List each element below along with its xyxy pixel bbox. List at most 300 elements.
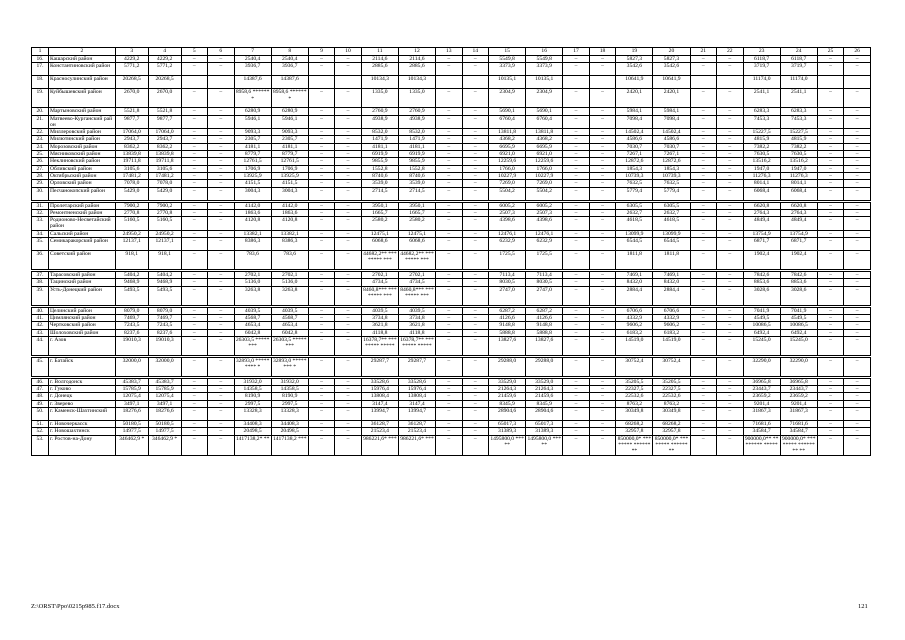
- value-cell: –: [589, 307, 616, 314]
- value-cell: –: [717, 89, 744, 108]
- value-cell: 36965,8: [743, 378, 780, 385]
- value-cell: –: [208, 251, 235, 270]
- column-number-header: 16: [526, 48, 563, 56]
- value-cell: 9468,9: [115, 279, 148, 286]
- value-cell: 24950,2: [148, 230, 181, 237]
- value-cell: –: [436, 435, 463, 455]
- value-cell: 6183,2: [616, 329, 653, 336]
- value-cell: –: [589, 408, 616, 421]
- value-cell: 2885,6: [361, 63, 398, 76]
- value-cell: –: [844, 314, 871, 321]
- value-cell: 7243,5: [148, 322, 181, 329]
- value-cell: –: [436, 307, 463, 314]
- value-cell: –: [563, 151, 590, 158]
- value-cell: 36965,8: [780, 378, 817, 385]
- row-number-cell: 28.: [32, 172, 49, 179]
- value-cell: –: [717, 336, 744, 355]
- value-cell: –: [690, 129, 717, 136]
- value-cell: –: [690, 336, 717, 355]
- value-cell: –: [563, 180, 590, 187]
- value-cell: –: [563, 286, 590, 305]
- table-row: [32, 129, 871, 136]
- value-cell: 35205,5: [616, 378, 653, 385]
- value-cell: 8740,6: [398, 172, 435, 179]
- column-number-header: 1: [32, 48, 49, 56]
- value-cell: 6695,9: [526, 143, 563, 150]
- value-cell: 2885,6: [398, 63, 435, 76]
- table-row: [32, 209, 871, 216]
- value-cell: 4151,5: [234, 180, 271, 187]
- value-cell: 9855,9: [361, 158, 398, 165]
- data-table-container: [31, 47, 871, 456]
- value-cell: –: [335, 172, 362, 179]
- value-cell: –: [589, 378, 616, 385]
- district-name-cell: Сальский район: [48, 230, 115, 237]
- value-cell: –: [690, 378, 717, 385]
- value-cell: 918,1: [115, 251, 148, 270]
- value-cell: 7900,2: [115, 202, 148, 209]
- value-cell: 6232,9: [526, 238, 563, 251]
- value-cell: –: [589, 180, 616, 187]
- value-cell: 1863,6: [234, 209, 271, 216]
- value-cell: –: [462, 272, 489, 279]
- value-cell: –: [308, 202, 335, 209]
- value-cell: 6921,0: [489, 151, 526, 158]
- value-cell: 2305,7: [271, 136, 308, 143]
- value-cell: –: [308, 180, 335, 187]
- value-cell: –: [589, 172, 616, 179]
- value-cell: –: [208, 180, 235, 187]
- row-number-cell: 29.: [32, 180, 49, 187]
- value-cell: –: [208, 357, 235, 376]
- value-cell: 3621,8: [361, 322, 398, 329]
- value-cell: 22532,6: [616, 393, 653, 400]
- value-cell: –: [462, 386, 489, 393]
- value-cell: –: [817, 165, 844, 172]
- value-cell: 9606,2: [616, 322, 653, 329]
- value-cell: –: [462, 209, 489, 216]
- district-name-cell: Милютинский район: [48, 136, 115, 143]
- value-cell: 6921,0: [526, 151, 563, 158]
- value-cell: 9148,8: [526, 322, 563, 329]
- district-name-cell: Шолоховский район: [48, 329, 115, 336]
- value-cell: 8237,6: [115, 329, 148, 336]
- value-cell: –: [181, 251, 208, 270]
- value-cell: –: [181, 230, 208, 237]
- value-cell: 4653,4: [234, 322, 271, 329]
- value-cell: 10135,1: [489, 76, 526, 89]
- value-cell: –: [436, 158, 463, 165]
- value-cell: 19010,3: [148, 336, 181, 355]
- value-cell: –: [589, 357, 616, 376]
- value-cell: 6283,3: [780, 108, 817, 115]
- value-cell: 12137,1: [115, 238, 148, 251]
- value-cell: 33528,6: [361, 378, 398, 385]
- value-cell: 7632,5: [616, 180, 653, 187]
- value-cell: 13827,6: [489, 336, 526, 355]
- value-cell: 8532,0: [398, 129, 435, 136]
- value-cell: [817, 76, 844, 89]
- value-cell: –: [589, 89, 616, 108]
- value-cell: 6118,7: [780, 56, 817, 63]
- value-cell: 30752,4: [653, 357, 690, 376]
- value-cell: 21523,4: [361, 428, 398, 435]
- value-cell: –: [208, 143, 235, 150]
- value-cell: 900000,0** ******** *****: [743, 435, 780, 455]
- value-cell: –: [817, 202, 844, 209]
- column-number-header: 9: [308, 48, 335, 56]
- value-cell: –: [717, 143, 744, 150]
- value-cell: –: [589, 129, 616, 136]
- column-number-header: 8: [271, 48, 308, 56]
- value-cell: –: [181, 143, 208, 150]
- value-cell: –: [817, 158, 844, 165]
- district-name-cell: г. Новочеркасск: [48, 421, 115, 428]
- value-cell: 6118,7: [743, 56, 780, 63]
- value-cell: 14358,5: [234, 386, 271, 393]
- value-cell: 6919,9: [361, 151, 398, 158]
- value-cell: 4815,9: [743, 136, 780, 143]
- value-cell: –: [308, 279, 335, 286]
- value-cell: 5690,1: [489, 108, 526, 115]
- value-cell: –: [844, 421, 871, 428]
- district-name-cell: Цимлянский район: [48, 314, 115, 321]
- value-cell: 7041,9: [743, 307, 780, 314]
- value-cell: –: [717, 217, 744, 231]
- value-cell: 7469,7: [148, 314, 181, 321]
- value-cell: –: [717, 322, 744, 329]
- value-cell: –: [690, 272, 717, 279]
- value-cell: –: [335, 357, 362, 376]
- value-cell: 2764,3: [780, 209, 817, 216]
- value-cell: –: [717, 329, 744, 336]
- value-cell: –: [844, 89, 871, 108]
- row-number-cell: 18.: [32, 76, 49, 89]
- value-cell: –: [817, 143, 844, 150]
- value-cell: –: [817, 307, 844, 314]
- value-cell: 8460,8*** ******** ***: [361, 286, 398, 305]
- value-cell: 5549,8: [526, 56, 563, 63]
- table-row: [32, 217, 871, 231]
- value-cell: 6544,5: [616, 238, 653, 251]
- value-cell: –: [335, 329, 362, 336]
- value-cell: 5771,2: [148, 63, 181, 76]
- value-cell: –: [462, 165, 489, 172]
- value-cell: 10134,3: [361, 76, 398, 89]
- value-cell: –: [436, 202, 463, 209]
- district-name-cell: Мартыновский район: [48, 108, 115, 115]
- value-cell: –: [563, 251, 590, 270]
- district-name-cell: г. Батайск: [48, 357, 115, 376]
- value-cell: –: [208, 187, 235, 200]
- value-cell: –: [208, 108, 235, 115]
- value-cell: –: [563, 129, 590, 136]
- value-cell: 5779,4: [653, 187, 690, 200]
- value-cell: 35205,5: [653, 378, 690, 385]
- value-cell: 2540,4: [271, 56, 308, 63]
- value-cell: 21264,3: [489, 386, 526, 393]
- value-cell: 4586,6: [616, 136, 653, 143]
- value-cell: –: [335, 272, 362, 279]
- value-cell: –: [844, 143, 871, 150]
- value-cell: 5521,8: [148, 108, 181, 115]
- value-cell: –: [817, 435, 844, 455]
- value-cell: –: [462, 230, 489, 237]
- table-row: [32, 76, 871, 89]
- district-name-cell: Миллеровский район: [48, 129, 115, 136]
- value-cell: –: [462, 322, 489, 329]
- value-cell: 8958,6 *******: [271, 89, 308, 108]
- value-cell: –: [335, 286, 362, 305]
- value-cell: 2632,7: [653, 209, 690, 216]
- value-cell: 12476,1: [489, 230, 526, 237]
- value-cell: 32290,0: [780, 357, 817, 376]
- district-name-cell: Песчанокопский район: [48, 187, 115, 200]
- value-cell: –: [589, 272, 616, 279]
- district-name-cell: г. Зверево: [48, 400, 115, 407]
- value-cell: –: [817, 336, 844, 355]
- value-cell: 4229,2: [115, 56, 148, 63]
- value-cell: 31389,3: [526, 428, 563, 435]
- value-cell: –: [563, 393, 590, 400]
- value-cell: –: [308, 115, 335, 129]
- value-cell: –: [563, 63, 590, 76]
- value-cell: 1811,8: [616, 251, 653, 270]
- value-cell: 5779,4: [616, 187, 653, 200]
- column-number-header: 12: [398, 48, 435, 56]
- value-cell: 5521,8: [115, 108, 148, 115]
- value-cell: –: [690, 151, 717, 158]
- value-cell: 13328,3: [271, 408, 308, 421]
- value-cell: –: [817, 251, 844, 270]
- value-cell: –: [844, 187, 871, 200]
- value-cell: 4398,6: [489, 217, 526, 231]
- value-cell: 26303,5 ********: [234, 336, 271, 355]
- column-number-header: 5: [181, 48, 208, 56]
- value-cell: 2507,3: [489, 209, 526, 216]
- value-cell: 6005,2: [526, 202, 563, 209]
- value-cell: 4126,6: [489, 314, 526, 321]
- value-cell: –: [563, 314, 590, 321]
- value-cell: –: [462, 314, 489, 321]
- value-cell: –: [844, 108, 871, 115]
- value-cell: 2997,5: [234, 400, 271, 407]
- value-cell: –: [335, 151, 362, 158]
- row-number-cell: 43.: [32, 329, 49, 336]
- value-cell: 13839,8: [148, 151, 181, 158]
- value-cell: –: [563, 230, 590, 237]
- value-cell: 6706,6: [653, 307, 690, 314]
- value-cell: –: [335, 421, 362, 428]
- value-cell: 13754,9: [743, 230, 780, 237]
- value-cell: 6706,6: [616, 307, 653, 314]
- value-cell: –: [589, 435, 616, 455]
- value-cell: –: [308, 172, 335, 179]
- row-number-cell: 34.: [32, 230, 49, 237]
- value-cell: –: [844, 251, 871, 270]
- value-cell: –: [717, 408, 744, 421]
- table-row: [32, 143, 871, 150]
- value-cell: 14977,5: [115, 428, 148, 435]
- value-cell: –: [436, 151, 463, 158]
- value-cell: –: [844, 180, 871, 187]
- district-name-cell: Морозовский район: [48, 143, 115, 150]
- value-cell: –: [589, 115, 616, 129]
- value-cell: –: [589, 314, 616, 321]
- value-cell: –: [462, 136, 489, 143]
- value-cell: 4039,5: [234, 307, 271, 314]
- value-cell: 4181,1: [234, 143, 271, 150]
- value-cell: –: [308, 143, 335, 150]
- value-cell: 15976,4: [398, 386, 435, 393]
- value-cell: 12761,5: [234, 158, 271, 165]
- row-number-cell: 51.: [32, 421, 49, 428]
- value-cell: –: [335, 400, 362, 407]
- value-cell: [208, 76, 235, 89]
- value-cell: 4039,5: [398, 307, 435, 314]
- value-cell: 5827,3: [653, 56, 690, 63]
- value-cell: –: [690, 286, 717, 305]
- value-cell: –: [563, 322, 590, 329]
- value-cell: 5493,5: [115, 286, 148, 305]
- value-cell: 3028,6: [780, 286, 817, 305]
- value-cell: –: [817, 187, 844, 200]
- value-cell: –: [589, 279, 616, 286]
- value-cell: 5160,5: [148, 217, 181, 231]
- value-cell: –: [436, 180, 463, 187]
- value-cell: 2420,1: [653, 89, 690, 108]
- value-cell: 3719,7: [743, 63, 780, 76]
- value-cell: 4653,4: [271, 322, 308, 329]
- table-row: [32, 336, 871, 355]
- value-cell: –: [717, 386, 744, 393]
- value-cell: –: [181, 408, 208, 421]
- value-cell: 2541,1: [780, 89, 817, 108]
- value-cell: 15785,9: [115, 386, 148, 393]
- row-number-cell: 38.: [32, 279, 49, 286]
- value-cell: –: [208, 421, 235, 428]
- column-number-header: 10: [335, 48, 362, 56]
- row-number-cell: 53.: [32, 435, 49, 455]
- value-cell: –: [563, 209, 590, 216]
- value-cell: –: [817, 329, 844, 336]
- value-cell: –: [690, 158, 717, 165]
- row-number-cell: 37.: [32, 272, 49, 279]
- value-cell: –: [308, 378, 335, 385]
- value-cell: 23443,7: [743, 386, 780, 393]
- table-row: [32, 400, 871, 407]
- value-cell: 1417138,2 ***: [271, 435, 308, 455]
- value-cell: –: [181, 421, 208, 428]
- value-cell: 13099,9: [616, 230, 653, 237]
- value-cell: 8740,6: [361, 172, 398, 179]
- value-cell: –: [308, 421, 335, 428]
- value-cell: 11174,0: [780, 76, 817, 89]
- value-cell: 7382,2: [780, 143, 817, 150]
- value-cell: –: [308, 238, 335, 251]
- value-cell: 8763,2: [616, 400, 653, 407]
- value-cell: 6620,8: [780, 202, 817, 209]
- value-cell: 3719,7: [780, 63, 817, 76]
- value-cell: –: [817, 428, 844, 435]
- column-number-header: 2: [48, 48, 115, 56]
- value-cell: 12259,6: [489, 158, 526, 165]
- value-cell: 14387,6: [271, 76, 308, 89]
- column-number-header: 22: [717, 48, 744, 56]
- value-cell: 13328,3: [234, 408, 271, 421]
- value-cell: 12476,1: [526, 230, 563, 237]
- value-cell: 10134,3: [398, 76, 435, 89]
- value-cell: 30349,8: [653, 408, 690, 421]
- value-cell: 8190,9: [271, 393, 308, 400]
- value-cell: –: [335, 136, 362, 143]
- value-cell: –: [436, 63, 463, 76]
- value-cell: –: [181, 336, 208, 355]
- value-cell: 4849,4: [780, 217, 817, 231]
- value-cell: –: [589, 108, 616, 115]
- value-cell: –: [589, 421, 616, 428]
- value-cell: –: [436, 329, 463, 336]
- value-cell: 346462,9 *: [148, 435, 181, 455]
- value-cell: –: [717, 238, 744, 251]
- value-cell: 2540,4: [234, 56, 271, 63]
- value-cell: –: [844, 56, 871, 63]
- value-cell: 4368,2: [526, 136, 563, 143]
- value-cell: 2747,0: [489, 286, 526, 305]
- value-cell: –: [308, 56, 335, 63]
- row-number-cell: 42.: [32, 322, 49, 329]
- district-name-cell: Константиновский район: [48, 63, 115, 76]
- value-cell: –: [690, 386, 717, 393]
- value-cell: 8432,0: [616, 279, 653, 286]
- value-cell: –: [436, 115, 463, 129]
- value-cell: –: [690, 209, 717, 216]
- value-cell: 6492,4: [743, 329, 780, 336]
- value-cell: –: [308, 329, 335, 336]
- value-cell: –: [817, 238, 844, 251]
- table-row: [32, 307, 871, 314]
- table-row: [32, 172, 871, 179]
- value-cell: –: [462, 286, 489, 305]
- table-row: [32, 408, 871, 421]
- value-cell: –: [717, 187, 744, 200]
- district-name-cell: Матвеево-Курганский район: [48, 115, 115, 129]
- value-cell: –: [462, 408, 489, 421]
- value-cell: –: [817, 408, 844, 421]
- value-cell: 3497,1: [115, 400, 148, 407]
- value-cell: –: [690, 314, 717, 321]
- value-cell: 13754,9: [780, 230, 817, 237]
- value-cell: –: [844, 279, 871, 286]
- value-cell: 2580,2: [361, 217, 398, 231]
- value-cell: –: [208, 435, 235, 455]
- district-name-cell: Ремонтненский район: [48, 209, 115, 216]
- table-row: [32, 238, 871, 251]
- value-cell: 8079,0: [115, 307, 148, 314]
- value-cell: 7041,9: [780, 307, 817, 314]
- table-row: [32, 272, 871, 279]
- value-cell: 1863,6: [271, 209, 308, 216]
- value-cell: –: [181, 314, 208, 321]
- value-cell: –: [589, 158, 616, 165]
- value-cell: –: [462, 89, 489, 108]
- row-number-cell: 47.: [32, 386, 49, 393]
- value-cell: –: [462, 158, 489, 165]
- value-cell: –: [563, 386, 590, 393]
- value-cell: 32000,0: [115, 357, 148, 376]
- value-cell: 5827,3: [616, 56, 653, 63]
- value-cell: –: [589, 136, 616, 143]
